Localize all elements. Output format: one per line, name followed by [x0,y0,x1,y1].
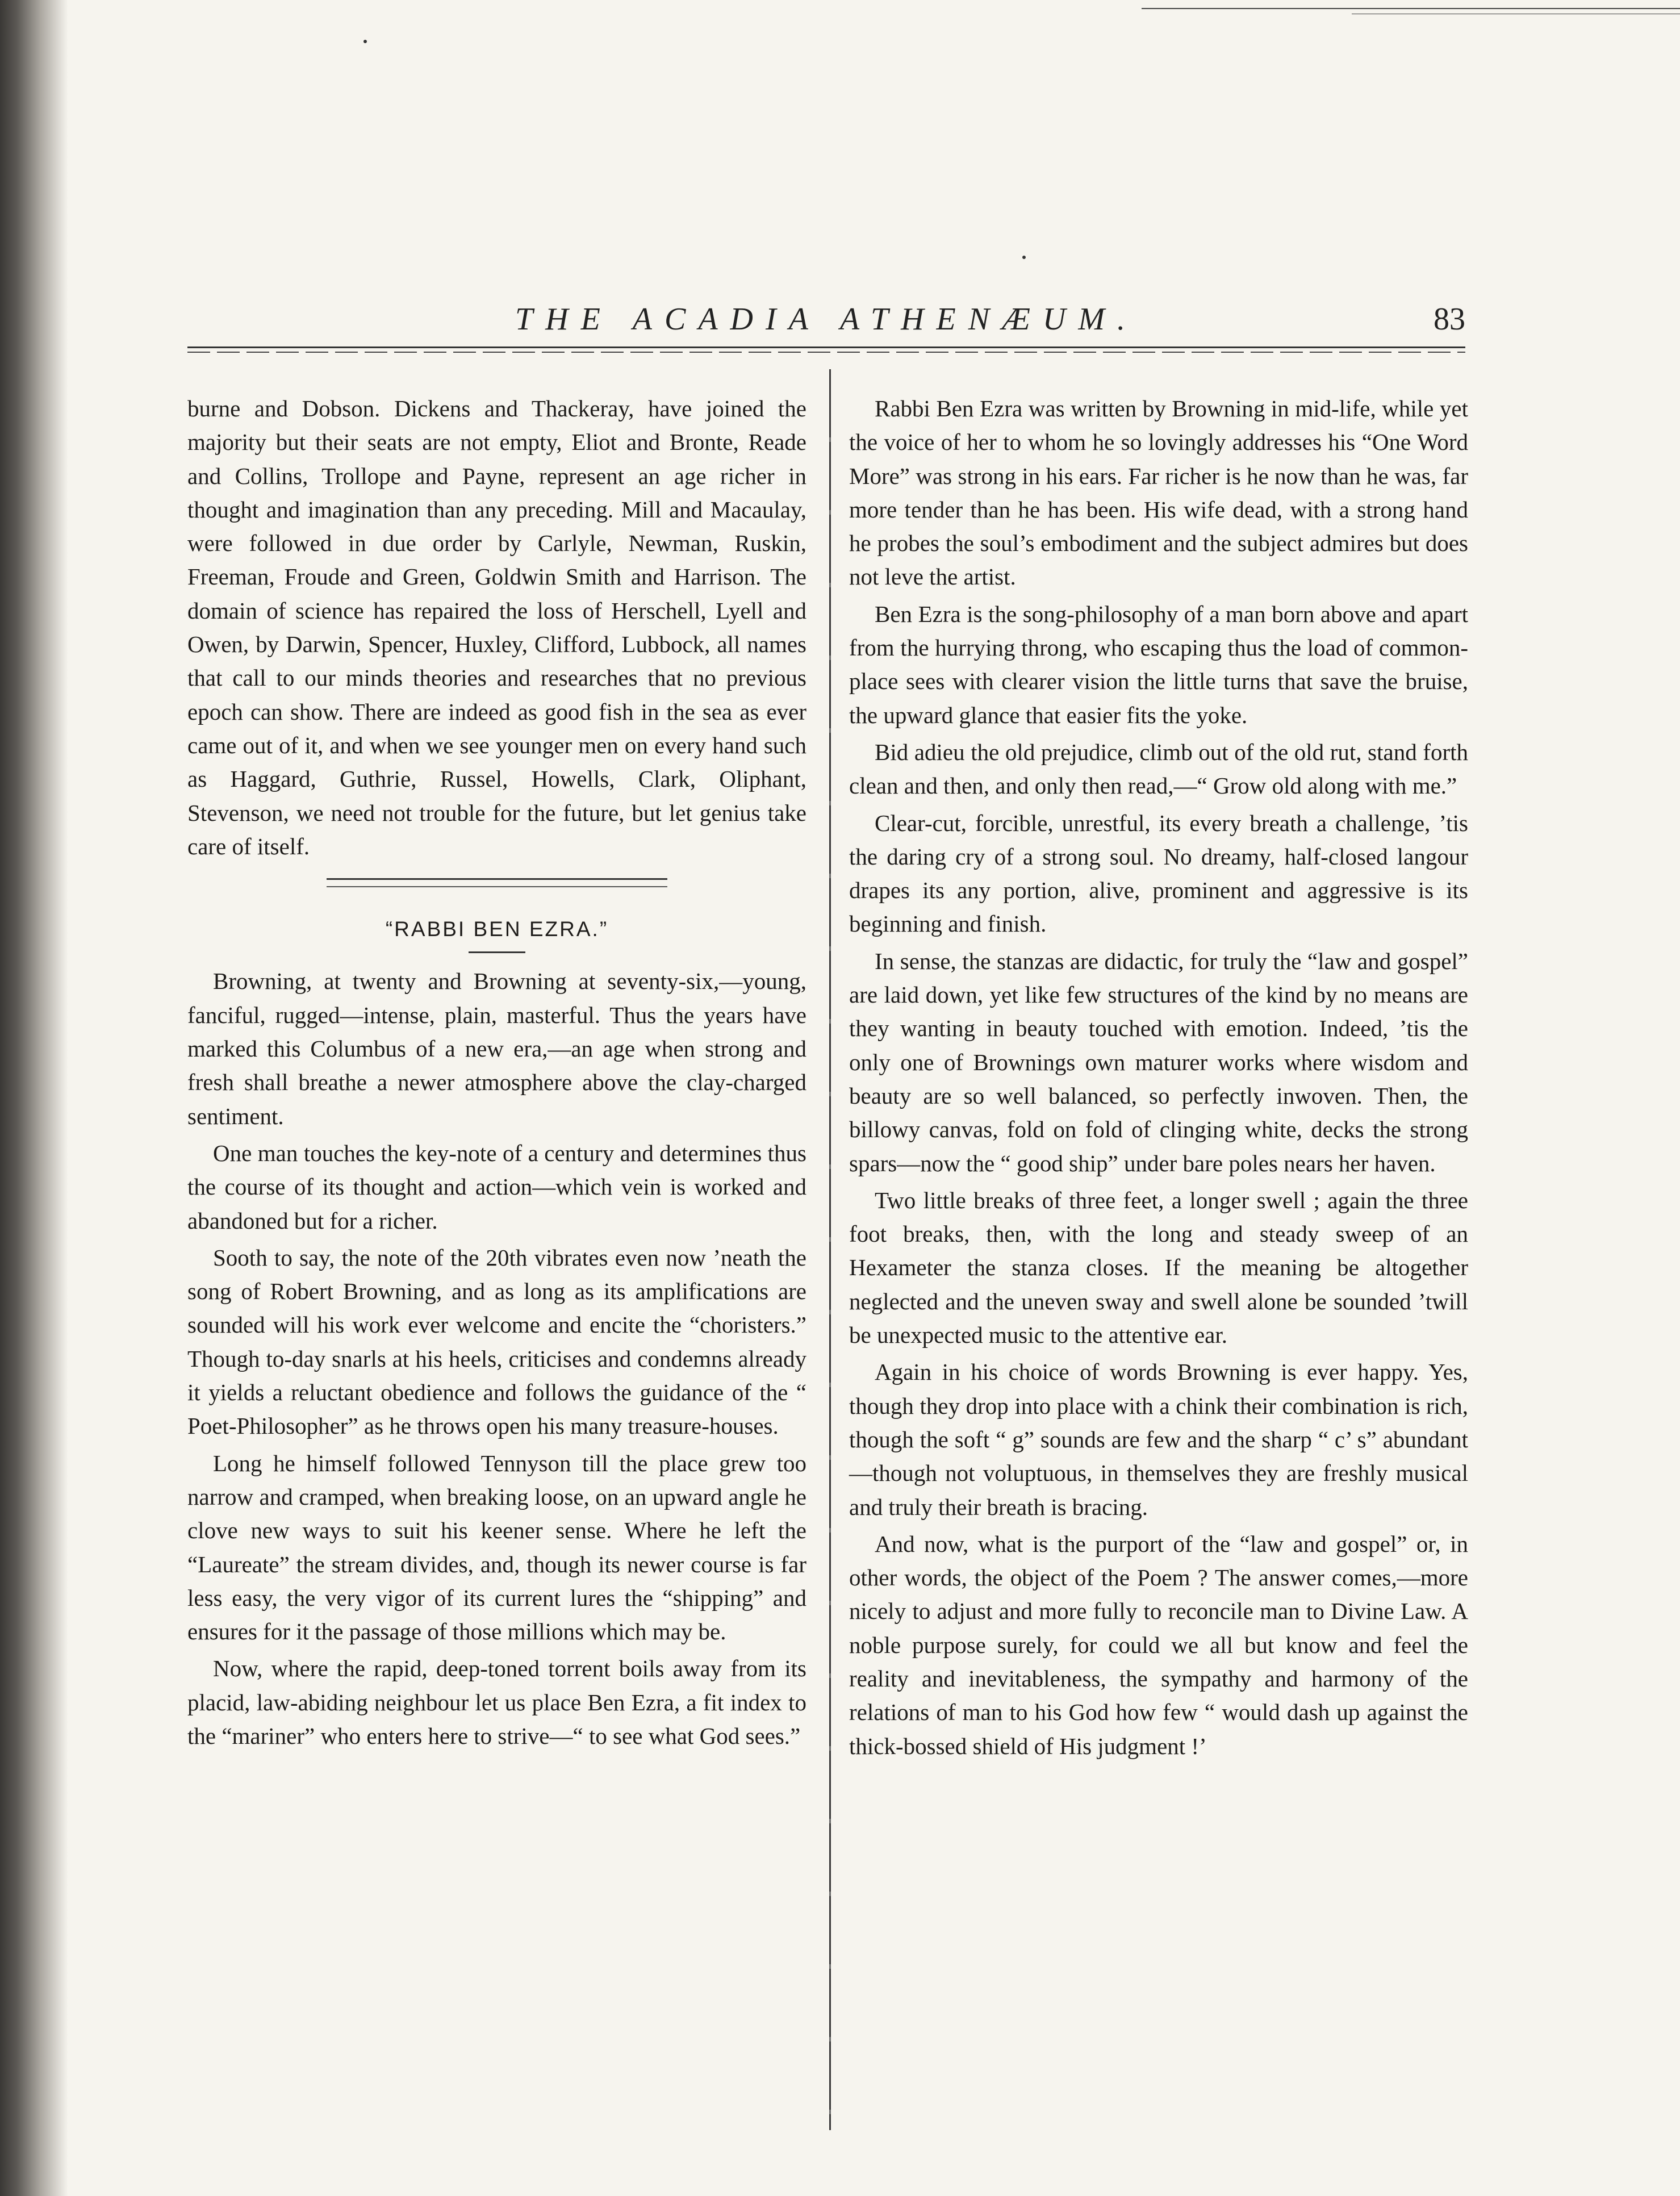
paragraph: Sooth to say, the note of the 20th vibrates even now ’neath the song of Robert Browning, and as long as its amplifications are sounded will his work ever welcome and encite the “choristers.” Though to-day snarls at his heels, criticises and condemns already it yields a reluctant obedience and follows the guidance of the “ Poet-Philosopher” as he throws open his many treasure-houses. [187,1244,806,1439]
left-column [187,392,806,1756]
header-rule [187,346,1465,353]
page-binding-shadow [0,0,68,2196]
paragraph: Again in his choice of words Browning is ever happy. Yes, though they drop into place with a chink their combination is rich, though the soft “ g” sounds are few and the sharp “ c’ s” abundant—though not voluptuous, in themselves they are freshly musical and truly their breath is bracing. [849,1359,1468,1520]
header-rule-solid [187,346,1465,348]
running-title: THE ACADIA ATHENÆUM. [515,302,1138,337]
paragraph: Long he himself followed Tennyson till the place grew too narrow and cramped, when breaking loose, on an upward angle he clove new ways to suit his keener sense. Where he left the “Laureate” the stream divides, and, though its newer course is far less easy, the very vigor of its current lures the “shipping” and ensures for it the passage of those millions which may be. [187,1450,806,1645]
paragraph: Ben Ezra is the song-philosophy of a man born above and apart from the hurrying throng, who escaping thus the load of common-place sees with clearer vision the little turns that save the bruise, the upward glance that easier fits the yoke. [849,600,1468,728]
paper-speck [1022,256,1026,259]
paragraph: Browning, at twenty and Browning at seventy-six,—young, fanciful, rugged—intense, plain, masterful. Thus the years have marked this Columbus of a new era,—an age when strong and fresh shall breathe a newer atmosphere above the clay-charged sentiment. [187,968,806,1129]
paragraph: Clear-cut, forcible, unrestful, its every breath a challenge, ’tis the daring cry of a strong soul. No dreamy, half-closed langour drapes its any portion, alive, prominent and aggressive is its beginning and finish. [849,809,1468,937]
top-corner-rule [1142,8,1680,9]
paragraph: In sense, the stanzas are didactic, for truly the “law and gospel” are laid down, yet like few structures of the kind by no means are they wanting in beauty touched with emotion. Indeed, ’tis the only one of Brownings own maturer works where wisdom and beauty are so well balanced, so perfectly inwoven. Then, the billowy canvas, fold on fold of clinging white, decks the strong spars—now the “ good ship” under bare poles nears her haven. [849,947,1468,1176]
paragraph: burne and Dobson. Dickens and Thackeray, have joined the majority but their seats are not empty, Eliot and Bronte, Reade and Collins, Trollope and Payne, represent an age richer in thought and imagination than any preceding. Mill and Macaulay, were followed in due order by Carlyle, Newman, Ruskin, Freeman, Froude and Green, Goldwin Smith and Harrison. The domain of science has repaired the loss of Herschell, Lyell and Owen, by Darwin, Spencer, Huxley, Clifford, Lubbock, all names that call to our minds theories and researches that no previous epoch can show. There are indeed as good fish in the sea as ever came out of it, and when we see younger men on every hand such as Haggard, Guthrie, Russel, Howells, Clark, Oliphant, Stevenson, we need not trouble for the future, but let genius take care of itself. [187,395,806,859]
running-header [187,295,1465,346]
section-divider-rule [327,878,667,887]
article-title: “RABBI BEN EZRA.” [385,917,609,941]
paragraph: And now, what is the purport of the “law and gospel” or, in other words, the object of the Poem ? The answer comes,—more nicely to adjust and more fully to reconcile man to Divine Law. A noble purpose surely, for could we all but know and feel the reality and inevitableness, the sympathy and harmony of the relations of man to his God how few “ would dash up against the thick-bossed shield of His judgment !’ [849,1530,1468,1759]
paragraph: Now, where the rapid, deep-toned torrent boils away from its placid, law-abiding neighbour let us place Ben Ezra, a fit index to the “mariner” who enters here to strive—“ to see what God sees.” [187,1655,806,1749]
paragraph: One man touches the key-note of a century and determines thus the course of its thought and action—which vein is worked and abandoned but for a richer. [187,1139,806,1234]
right-column [849,392,1468,1767]
paragraph: Rabbi Ben Ezra was written by Browning in mid-life, while yet the voice of her to whom he so lovingly addresses his “One Word More” was strong in his ears. Far richer is he now than he was, far more tender than he has been. His wife dead, with a strong hand he probes the soul’s embodiment and the subject admires but does not leve the artist. [849,395,1468,590]
header-rule-dashed [187,352,1465,353]
paragraph: Bid adieu the old prejudice, climb out of the old rut, stand forth clean and then, and only then read,—“ Grow old along with me.” [849,738,1468,799]
paragraph: Two little breaks of three feet, a longer swell ; again the three foot breaks, then, with the long and steady sweep of an Hexameter the stanza closes. If the meaning be altogether neglected and the uneven sway and swell alone be sounded ’twill be unexpected music to the attentive ear. [849,1187,1468,1349]
page-number: 83 [1434,302,1465,337]
column-divider [829,369,831,2130]
paper-speck [363,40,367,43]
title-underline [469,951,525,953]
